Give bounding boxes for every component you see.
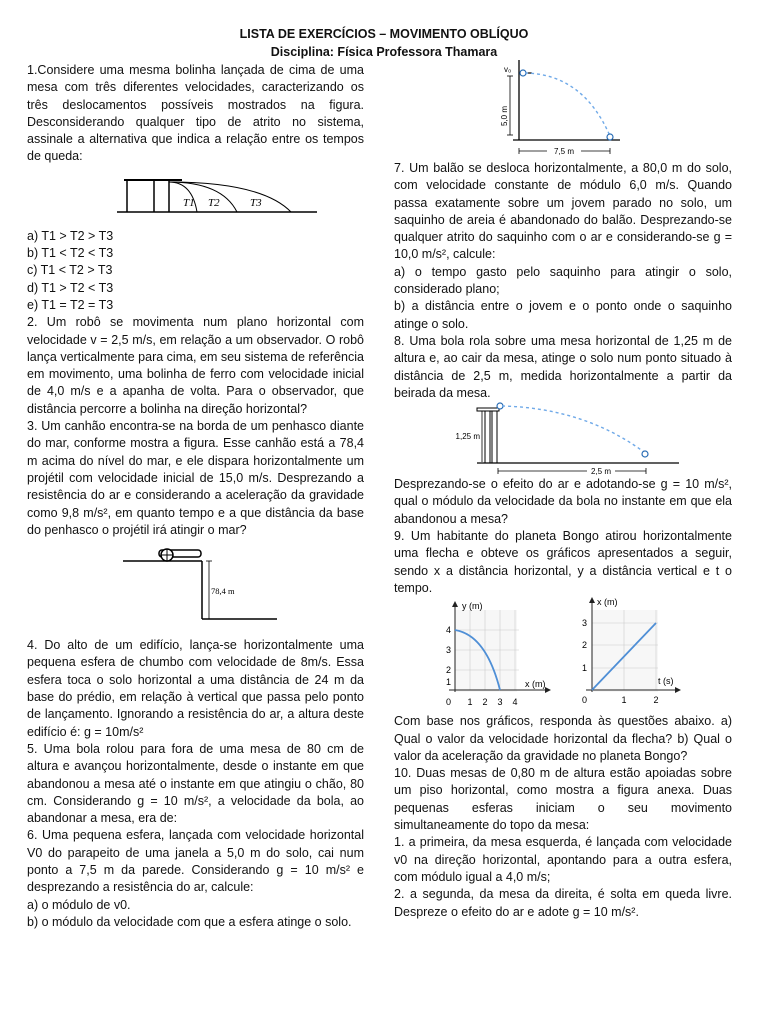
question-10-text: 10. Duas mesas de 0,80 m de altura estão apoiadas sobre um piso horizontal, como mostra a figura anexa. Duas pequenas esferas iniciam o seu movimento simultaneamente do topo da mesa: — [394, 766, 732, 833]
question-7-text: 7. Um balão se desloca horizontalmente, a 80,0 m do solo, com velocidade constante de módulo 6,0 m/s. Quando passa exatamente sobre um jovem parado no solo, um saquinho de areia é abandonado do balão. Desprezando-se qualquer atrito do saquinho com o ar e considerando-se g = 10,0 m/s², calcule: — [394, 161, 732, 262]
q7-item-b: b) a distância entre o jovem e o ponto onde o saquinho atinge o solo. — [394, 299, 732, 331]
graph1-ytick-3: 3 — [445, 645, 451, 656]
graph1-xtick-4: 4 — [512, 697, 518, 708]
v0-label: v₀ — [504, 65, 512, 74]
graph2-ytick-2: 2 — [581, 640, 587, 651]
q1-trajectories-figure — [27, 166, 364, 228]
cliff-height-label: 78,4 m — [211, 586, 235, 597]
q10-item-2: 2. a segunda, da mesa da direita, é solta em queda livre. Despreze o efeito do ar e adote g = 10 m/s². — [394, 887, 732, 919]
graph1-ytick-1: 1 — [445, 677, 451, 688]
graph1-xtick-1: 1 — [467, 697, 473, 708]
question-9-text2: Com base nos gráficos, responda às questões abaixo. a) Qual o valor da velocidade horizontal da flecha? b) Qual o valor da aceleração da gravidade no planeta Bongo? — [394, 714, 732, 763]
question-8-text: 8. Uma bola rola sobre uma mesa horizontal de 1,25 m de altura e, ao cair da mesa, atinge o solo num ponto situado à distância de 2,5 m, medida horizontalmente a partir da beirada da mesa. — [394, 333, 732, 400]
question-9-text: 9. Um habitante do planeta Bongo atirou horizontalmente uma flecha e obteve os gráficos apresentados a seguir, sendo x a distância horizontal, y a distância vertical e t o tempo. — [394, 529, 732, 595]
q1-option-c: c) T1 < T2 > T3 — [27, 263, 113, 278]
t3-label: T3 — [250, 196, 262, 209]
t1-label: T1 — [183, 196, 195, 209]
q1-option-b: b) T1 < T2 < T3 — [27, 246, 114, 261]
q8-table-figure — [394, 402, 732, 476]
page-subtitle: Disciplina: Física Professora Thamara — [270, 45, 498, 59]
t2-label: T2 — [208, 196, 220, 209]
question-2-text: 2. Um robô se movimenta num plano horizontal com velocidade v = 2,5 m/s, em relação a um observador. O robô lança verticalmente para cima, em seu sistema de referência em movimento, uma bolinha de ferro com velocidade inicial de 4,0 m/s e a apanha de volta. Para o observador, que distância percorre a bolinha na direção horizontal? — [27, 315, 364, 416]
graph2-ytick-0: 0 — [581, 695, 587, 706]
graph2-ytick-3: 3 — [581, 618, 587, 629]
graph2-xtick-2: 2 — [653, 695, 659, 706]
q10-item-1: 1. a primeira, da mesa esquerda, é lançada com velocidade v0 na direção horizontal, apontando para a outra esfera, com módulo igual a 4,0 m/s; — [394, 835, 732, 884]
graph1-ytick-0: 0 — [445, 697, 451, 708]
q6-item-a: a) o módulo de v0. — [27, 897, 131, 912]
graph1-xlabel: x (m) — [525, 679, 546, 690]
question-8-text2: Desprezando-se o efeito do ar e adotando-se g = 10 m/s², qual o módulo da velocidade da bola no instante em que ela abandonou a mesa? — [394, 477, 732, 526]
table-distance-label: 2,5 m — [590, 467, 612, 477]
table-height-label: 1,25 m — [455, 432, 480, 442]
graph2-xlabel: t (s) — [658, 676, 674, 687]
graph-y-vs-x — [446, 601, 551, 707]
page-title: LISTA DE EXERCÍCIOS – MOVIMENTO OBLÍQUO — [239, 27, 529, 41]
question-1-text: 1.Considere uma mesma bolinha lançada de cima de uma mesa com três diferentes velocidades, caracterizando os três deslocamentos possíveis mostrados na figura. Desconsiderando qualquer tipo de atrito no sistema, assinale a alternativa que indica a relação entre os tempos de queda: — [27, 63, 364, 164]
graph2-ytick-1: 1 — [581, 663, 587, 674]
q3-cannon-cliff-figure — [27, 539, 364, 637]
graph2-xtick-1: 1 — [621, 695, 627, 706]
q1-option-a: a) T1 > T2 > T3 — [27, 228, 114, 243]
graph1-xtick-2: 2 — [482, 697, 488, 708]
question-6-text: 6. Uma pequena esfera, lançada com velocidade horizontal V0 do parapeito de uma janela a 5,0 m do solo, cai num ponto a 7,5 m da parede. Considerando g = 10 m/s² e desprezando a resistência do ar, calcule: — [27, 828, 364, 895]
graph-x-vs-t — [582, 597, 681, 705]
ball-impact — [642, 451, 648, 457]
q1-option-d: d) T1 > T2 < T3 — [27, 280, 114, 295]
q7-item-a: a) o tempo gasto pelo saquinho para atingir o solo, considerado plano; — [394, 264, 732, 297]
sphere-impact — [607, 134, 613, 140]
question-4-text: 4. Do alto de um edifício, lança-se horizontalmente uma pequena esfera de chumbo com velocidade de 8m/s. Essa esfera toca o solo horizontal a uma distância de 24 m da base do prédio, em relação à vertical que passa pelo ponto de lançamento. Ignorando a resistência do ar, a altura deste edifício é: g = 10m/s² — [27, 638, 364, 739]
graph1-ylabel: y (m) — [462, 601, 483, 612]
graph1-ytick-2: 2 — [445, 665, 451, 676]
graph1-xtick-3: 3 — [497, 697, 503, 708]
cannon-icon — [159, 549, 201, 561]
graph1-ytick-4: 4 — [445, 625, 451, 636]
window-height-label: 5,0 m — [500, 105, 509, 126]
q6-window-figure — [498, 58, 623, 158]
question-5-text: 5. Uma bola rolou para fora de uma mesa de 80 cm de altura e avançou horizontalmente, desde o instante em que abandonou a mesa até o instante em que atingiu o chão, 80 cm. Considerando g = 10 m/s², a velocidade da bola, ao abandonar a mesa, era de: — [27, 741, 364, 826]
left-column — [27, 62, 364, 931]
q1-option-e: e) T1 = T2 = T3 — [27, 297, 114, 312]
question-3-text: 3. Um canhão encontra-se na borda de um penhasco diante do mar, conforme mostra a figura. Esse canhão está a 78,4 m acima do nível do mar, e ele dispara horizontalmente um projétil com velocidade inicial de 15,0 m/s. Desprezando a resistência do ar e considerando a aceleração da gravidade como 9,8 m/s², em quanto tempo e a que distância da base do penhasco o projétil irá atingir o mar? — [27, 419, 364, 537]
q9-graphs-figure — [394, 597, 732, 713]
right-column — [394, 160, 732, 921]
graph2-ylabel: x (m) — [597, 597, 618, 608]
q6-item-b: b) o módulo da velocidade com que a esfera atinge o solo. — [27, 914, 352, 929]
window-distance-label: 7,5 m — [553, 147, 575, 156]
